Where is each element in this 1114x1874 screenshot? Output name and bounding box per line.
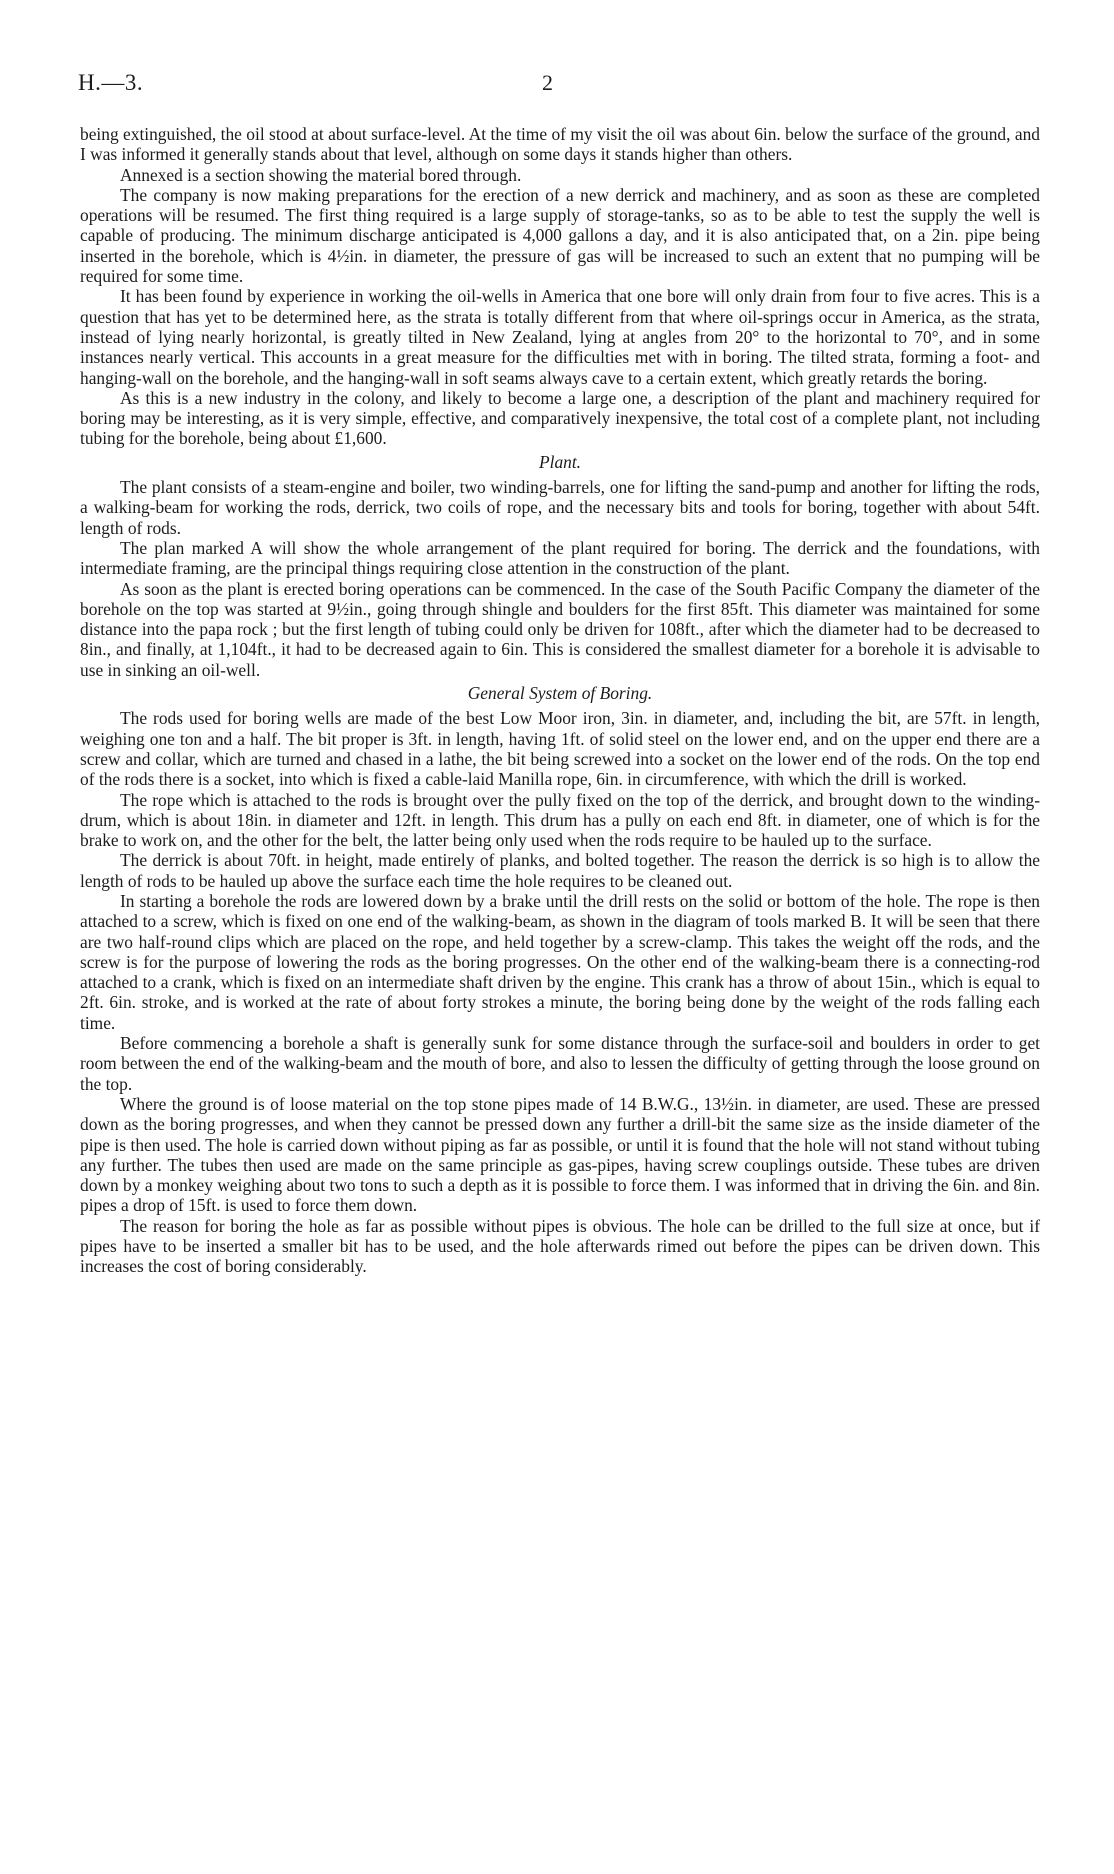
paragraph: The company is now making preparations for the erection of a new derrick and machinery, and as soon as these are completed operations will be resumed. The first thing required is a large supply of storage-tanks, so as to be able to test the supply the well is capable of producing. The minimum discharge anticipated is 4,000 gallons a day, and it is also anticipated that, on a 2in. pipe being inserted in the borehole, which is 4½in. in diameter, the pressure of gas will be increased to such an extent that no pumping will be required for some time.: [80, 184, 1040, 287]
paragraph: Annexed is a section showing the material bored through.: [120, 164, 522, 185]
paragraph-continued: being extinguished, the oil stood at about surface-level. At the time of my visit the oil was about 6in. below the surface of the ground, and I was informed it generally stands about that level, although on some days it stands higher than others.: [80, 124, 1040, 165]
paragraph: Before commencing a borehole a shaft is generally sunk for some distance through the surface-soil and boulders in order to get room between the end of the walking-beam and the mouth of bore, and also to lessen the difficulty of getting through the loose ground on the top.: [80, 1033, 1040, 1094]
paragraph: In starting a borehole the rods are lowered down by a brake until the drill rests on the solid or bottom of the hole. The rope is then attached to a screw, which is fixed on one end of the walking-beam, as shown in the diagram of tools marked B. It will be seen that there are two half-round clips which are placed on the rope, and held together by a screw-clamp. This takes the weight off the rods, and the screw is for the purpose of lowering the rods as the boring progresses. On the other end of the walking-beam there is a connecting-rod attached to a crank, which is fixed on an intermediate shaft driven by the engine. This crank has a throw of about 15in., which is equal to 2ft. 6in. stroke, and is worked at the rate of about forty strokes a minute, the boring being done by the weight of the rods falling each time.: [80, 890, 1040, 1033]
paragraph: The rope which is attached to the rods is brought over the pully fixed on the top of the derrick, and brought down to the winding-drum, which is about 18in. in diameter and 12ft. in length. This drum has a pully on each end 8ft. in diameter, one of which is for the brake to work on, and the other for the belt, the latter being only used when the rods require to be hauled up to the surface.: [80, 789, 1040, 851]
section-heading-plant: Plant.: [538, 451, 582, 472]
paragraph: As this is a new industry in the colony, and likely to become a large one, a description of the plant and machinery required for boring may be interesting, as it is very simple, effective, and comparatively inexpensive, the total cost of a complete plant, not including tubing for the borehole, being about £1,600.: [80, 387, 1040, 449]
paragraph: The derrick is about 70ft. in height, made entirely of planks, and bolted together. The reason the derrick is so high is to allow the length of rods to be hauled up above the surface each time the hole requires to be cleaned out.: [80, 850, 1040, 891]
paragraph: The reason for boring the hole as far as possible without pipes is obvious. The hole can be drilled to the full size at once, but if pipes have to be inserted a smaller bit has to be used, and the hole afterwards rimed out before the pipes can be driven down. This increases the cost of boring considerably.: [80, 1215, 1040, 1277]
body-text: [80, 124, 1040, 1277]
section-heading-boring: General System of Boring.: [467, 683, 653, 704]
paragraph: It has been found by experience in working the oil-wells in America that one bore will only drain from four to five acres. This is a question that has yet to be determined here, as the strata is totally different from that where oil-springs occur in America, as the strata, instead of lying nearly horizontal, is greatly tilted in New Zealand, lying at angles from 20° to the horizontal to 70°, and in some instances nearly vertical. This accounts in a great measure for the difficulties met with in boring. The tilted strata, forming a foot- and hanging-wall on the borehole, and the hanging-wall in soft seams always cave to a certain extent, which greatly retards the boring.: [80, 286, 1040, 388]
paragraph: As soon as the plant is erected boring operations can be commenced. In the case of the South Pacific Company the diameter of the borehole on the top was started at 9½in., going through shingle and boulders for the first 85ft. This diameter was maintained for some distance into the papa rock ; but the first length of tubing could only be driven for 108ft., after which the diameter had to be decreased to 8in., and finally, at 1,104ft., it had to be decreased again to 6in. This is considered the smallest diameter for a borehole it is advisable to use in sinking an oil-well.: [80, 578, 1040, 680]
paragraph: The plan marked A will show the whole arrangement of the plant required for boring. The derrick and the foundations, with intermediate framing, are the principal things requiring close attention in the construction of the plant.: [80, 537, 1040, 579]
paragraph: The rods used for boring wells are made of the best Low Moor iron, 3in. in diameter, and, including the bit, are 57ft. in length, weighing one ton and a half. The bit proper is 3ft. in length, having 1ft. of solid steel on the lower end, and on the upper end there are a screw and collar, which are turned and chased in a lathe, the bit being screwed into a socket on the lower end of the rods. On the top end of the rods there is a socket, into which is fixed a cable-laid Manilla rope, 6in. in circumference, with which the drill is worked.: [80, 708, 1040, 790]
paragraph: The plant consists of a steam-engine and boiler, two winding-barrels, one for lifting the sand-pump and another for lifting the rods, a walking-beam for working the rods, derrick, two coils of rope, and the necessary bits and tools for boring, together with about 54ft. length of rods.: [80, 477, 1040, 538]
document-reference: H.—3.: [78, 70, 144, 95]
page-number: 2: [542, 70, 553, 95]
running-header: [78, 70, 1038, 106]
paragraph: Where the ground is of loose material on the top stone pipes made of 14 B.W.G., 13½in. in diameter, are used. These are pressed down as the boring progresses, and when they cannot be pressed down any further a drill-bit the same size as the inside diameter of the pipe is then used. The hole is carried down without piping as far as possible, or until it is found that the hole will not stand without tubing any further. The tubes then used are made on the same principle as gas-pipes, having screw couplings outside. These tubes are driven down by a monkey weighing about two tons to such a depth as it is possible to force them. I was informed that in driving the 6in. and 8in. pipes a drop of 15ft. is used to force them down.: [80, 1093, 1040, 1216]
